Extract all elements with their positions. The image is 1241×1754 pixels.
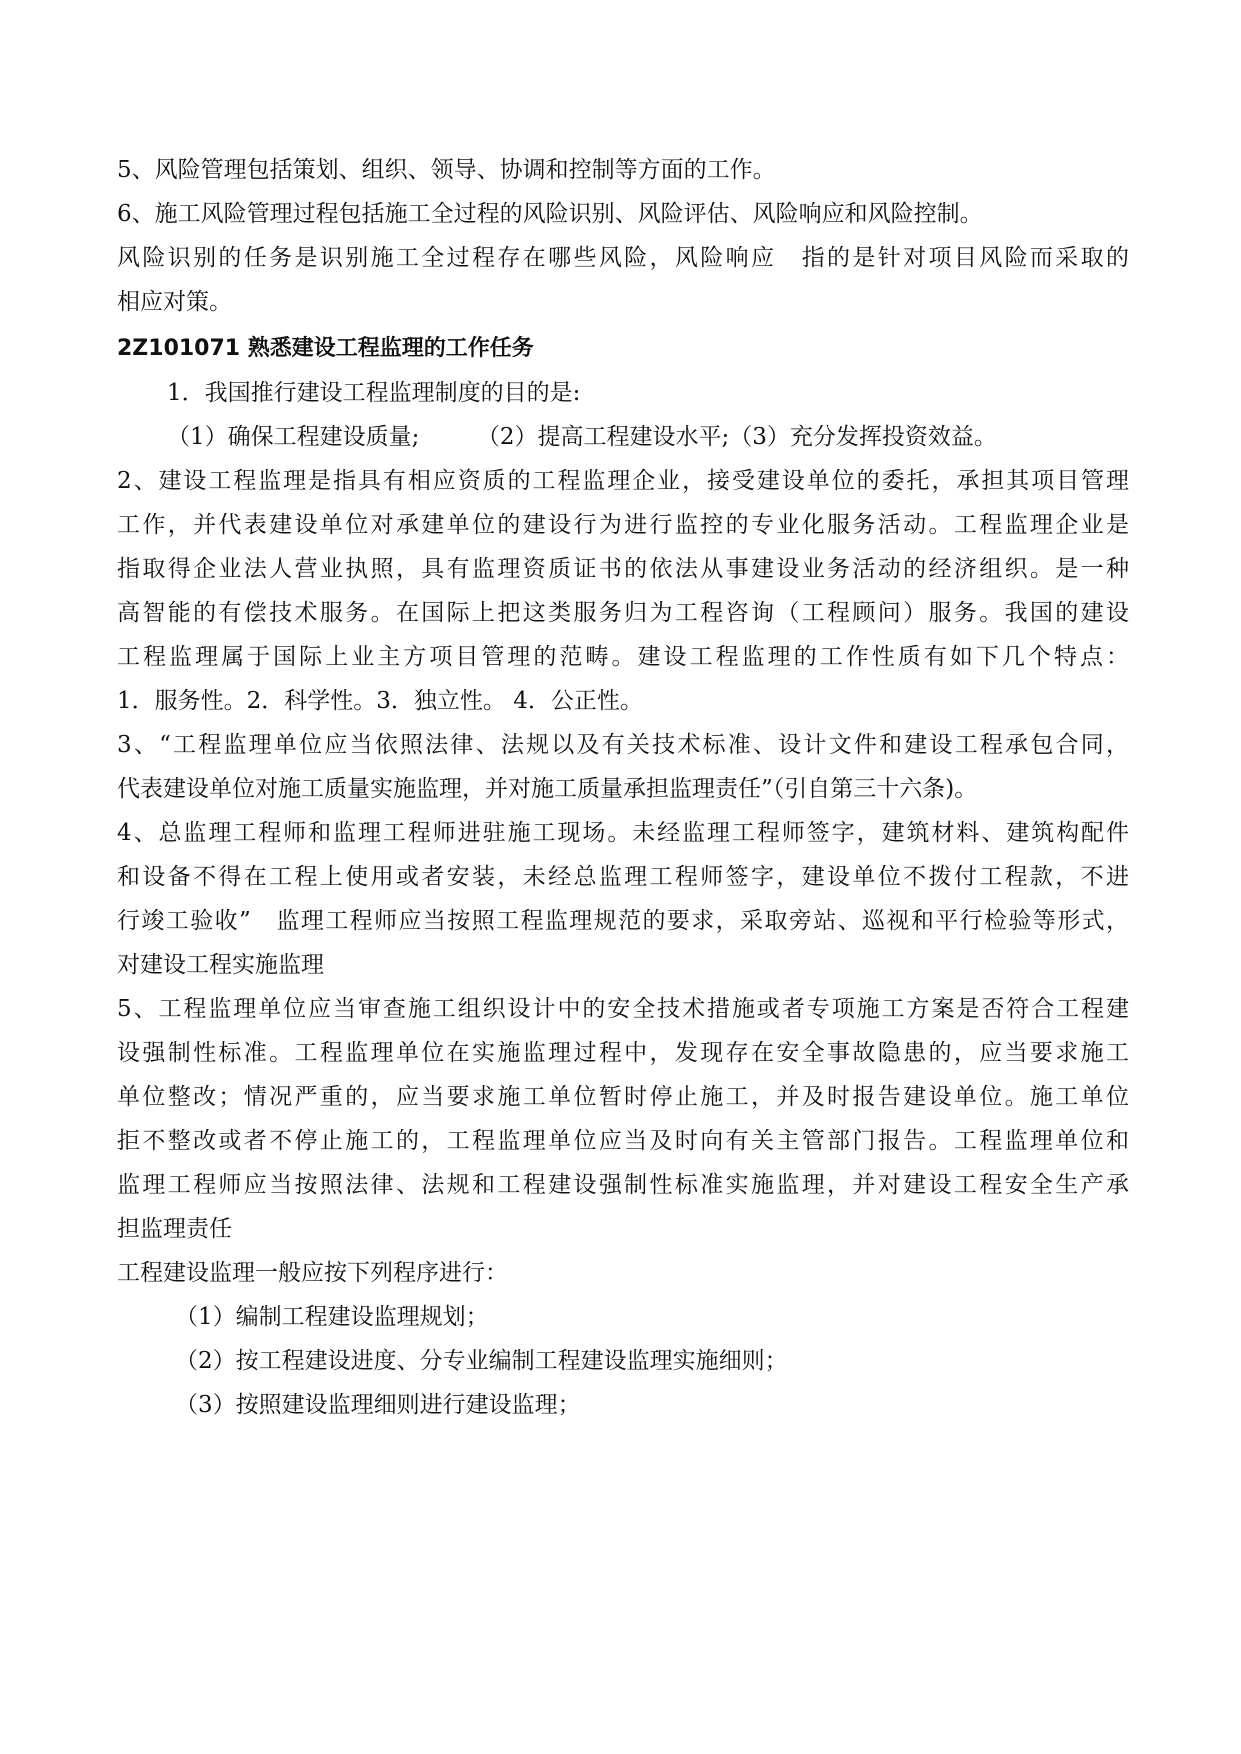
supervision-characteristics: 1．服务性。2．科学性。3．独立性。 4．公正性。 <box>117 688 643 714</box>
paragraph-risk-identification-line: 相应对策。 <box>117 289 232 315</box>
paragraph-engineer-signoff-line: 行竣工验收” 监理工程师应当按照工程监理规范的要求，采取旁站、巡视和平行检验等形式， <box>117 908 1129 934</box>
paragraph-safety-supervision-line: 监理工程师应当按照法律、法规和工程建设强制性标准实施监理，并对建设工程安全生产承 <box>117 1172 1129 1198</box>
paragraph-risk-management-process: 6、施工风险管理过程包括施工全过程的风险识别、风险评估、风险响应和风险控制。 <box>117 201 983 227</box>
paragraph-quality-supervision-line: 代表建设单位对施工质量实施监理，并对施工质量承担监理责任”（引自第三十六条)。 <box>117 776 978 802</box>
paragraph-supervision-definition-line: 2、建设工程监理是指具有相应资质的工程监理企业，接受建设单位的委托，承担其项目管理 <box>117 468 1129 494</box>
paragraph-risk-management-scope: 5、风险管理包括策划、组织、领导、协调和控制等方面的工作。 <box>117 157 776 183</box>
paragraph-safety-supervision-line: 单位整改；情况严重的，应当要求施工单位暂时停止施工，并及时报告建设单位。施工单位 <box>117 1084 1129 1110</box>
procedure-step: （1）编制工程建设监理规划； <box>175 1304 489 1330</box>
paragraph-safety-supervision-line: 拒不整改或者不停止施工的，工程监理单位应当及时向有关主管部门报告。工程监理单位和 <box>117 1128 1129 1154</box>
procedure-step: （3）按照建设监理细则进行建设监理； <box>175 1392 581 1418</box>
paragraph-risk-identification-line: 风险识别的任务是识别施工全过程存在哪些风险，风险响应 指的是针对项目风险而采取的 <box>117 245 1129 271</box>
document-page <box>117 148 1129 1427</box>
paragraph-engineer-signoff-line: 4、总监理工程师和监理工程师进驻施工现场。未经监理工程师签字，建筑材料、建筑构配件 <box>117 820 1129 846</box>
paragraph-engineer-signoff-line: 和设备不得在工程上使用或者安装，未经总监理工程师签字，建设单位不拨付工程款，不进 <box>117 864 1129 890</box>
paragraph-supervision-definition-line: 指取得企业法人营业执照，具有监理资质证书的依法从事建设业务活动的经济组织。是一种 <box>117 556 1129 582</box>
question-supervision-purpose: 1．我国推行建设工程监理制度的目的是: <box>167 380 581 406</box>
paragraph-engineer-signoff-line: 对建设工程实施监理 <box>117 952 324 978</box>
paragraph-safety-supervision-line: 担监理责任 <box>117 1216 232 1242</box>
paragraph-safety-supervision-line: 5、工程监理单位应当审查施工组织设计中的安全技术措施或者专项施工方案是否符合工程建 <box>117 996 1129 1022</box>
section-heading: 2Z101071 熟悉建设工程监理的工作任务 <box>117 336 534 361</box>
paragraph-supervision-procedure: 工程建设监理一般应按下列程序进行： <box>117 1260 508 1286</box>
paragraph-supervision-definition-line: 高智能的有偿技术服务。在国际上把这类服务归为工程咨询（工程顾问）服务。我国的建设 <box>117 600 1129 626</box>
paragraph-safety-supervision-line: 设强制性标准。工程监理单位在实施监理过程中，发现存在安全事故隐患的，应当要求施工 <box>117 1040 1129 1066</box>
procedure-step: （2）按工程建设进度、分专业编制工程建设监理实施细则； <box>175 1348 788 1374</box>
paragraph-supervision-definition-line: 工作，并代表建设单位对承建单位的建设行为进行监控的专业化服务活动。工程监理企业是 <box>117 512 1129 538</box>
supervision-purpose-items: （1）确保工程建设质量; （2）提高工程建设水平;（3）充分发挥投资效益。 <box>167 424 997 450</box>
paragraph-quality-supervision-line: 3、“工程监理单位应当依照法律、法规以及有关技术标准、设计文件和建设工程承包合同， <box>117 732 1129 758</box>
paragraph-supervision-definition-line: 工程监理属于国际上业主方项目管理的范畴。建设工程监理的工作性质有如下几个特点： <box>117 644 1129 670</box>
